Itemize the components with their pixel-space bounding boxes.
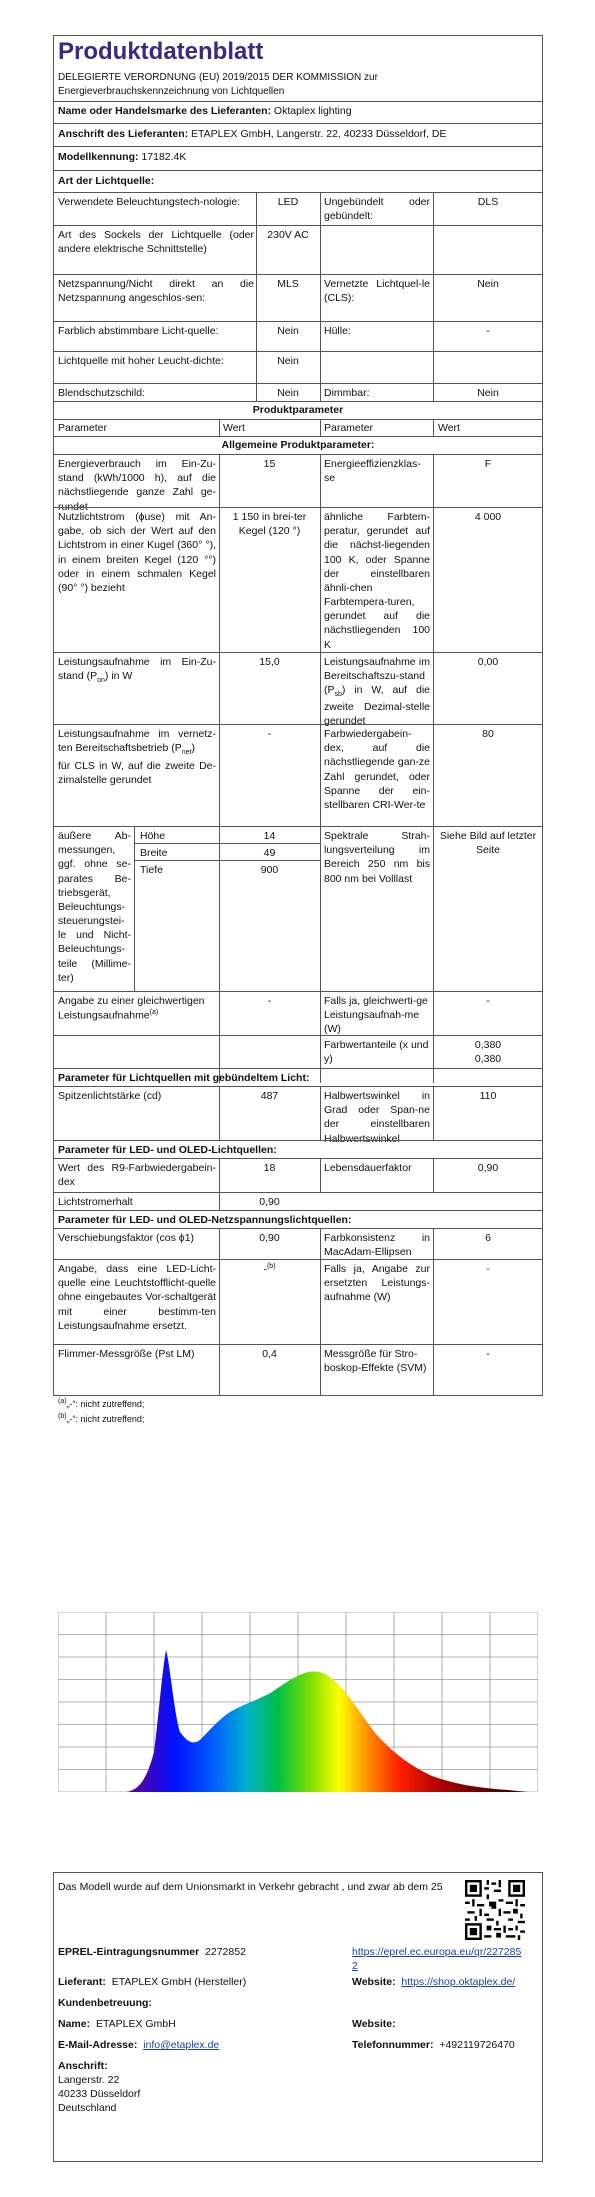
peak-intensity-label: Spitzenlichtstärke (cd) xyxy=(58,1090,162,1102)
cct-label: ähnliche Farbtem-peratur, gerundet auf die nächst-liegenden 100 K, oder Spanne der einstellbaren ähnli-chen Farbtempera-turen, gerundet auf die nächstliegenden 100 K xyxy=(324,511,430,651)
type-row-1-label: Verwendete Beleuchtungstech-nologie: xyxy=(58,196,241,208)
general-params-title: Allgemeine Produktparameter: xyxy=(221,439,375,451)
address-label: Anschrift: xyxy=(58,2060,108,2072)
depth-label: Tiefe xyxy=(140,864,163,876)
eprel-link[interactable]: https://eprel.ec.europa.eu/qr/2272852 xyxy=(352,1946,522,1973)
r9-label: Wert des R9-Farbwiedergabein-dex xyxy=(58,1162,216,1189)
col-header-param-2: Parameter xyxy=(324,422,374,434)
care-name-row: Name: ETAPLEX GmbH xyxy=(58,2018,176,2030)
spectrum-curve xyxy=(126,1650,528,1792)
type-row-4-label2: Hülle: xyxy=(324,325,351,337)
type-row-4-label: Farblich abstimmbare Licht-quelle: xyxy=(58,325,219,337)
macadam-label: Farbkonsistenz in MacAdam-Ellipsen xyxy=(324,1232,430,1259)
chromaticity-label: Farbwertanteile (x und y) xyxy=(324,1039,429,1066)
pon-value: 15,0 xyxy=(259,656,280,668)
pon-label: Leistungsaufnahme im Ein-Zu-stand $(P_{on})$ in W xyxy=(58,656,216,685)
cct-value: 4 000 xyxy=(474,511,502,523)
replacement-label: Angabe, dass eine LED-Licht-quelle eine Leuchtstofflicht-quelle ohne eingebautes Vor-schaltgerät mit einer bestimm-ten Leistungsaufnahme ersetzt. xyxy=(58,1263,216,1332)
type-row-1-value2: DLS xyxy=(477,196,499,208)
height-label: Höhe xyxy=(140,830,166,842)
chromaticity-x: 0,380 xyxy=(474,1039,502,1051)
website-link[interactable]: https://shop.oktaplex.de/ xyxy=(401,1976,516,1988)
footnote-b: $^{(b)}$„-“: nicht zutreffend; xyxy=(58,1413,145,1424)
equiv-label: Angabe zu einer gleichwertigen Leistungsaufnahme$^{(a)}$ xyxy=(58,995,205,1022)
type-row-6-value2: Nein xyxy=(477,387,499,399)
cri-label: Farbwiedergabein-dex, auf die nächstliegende gan-ze Zahl gerundet, oder Spanne der ein-stellbaren CRI-Wer-te xyxy=(324,728,430,811)
type-row-6-label: Blendschutzschild: xyxy=(58,387,145,399)
replacement-value: -$^{(b)}$ xyxy=(263,1263,276,1276)
width-value: 49 xyxy=(263,847,276,859)
equiv-value: - xyxy=(267,995,272,1007)
type-label: Art der Lichtquelle: xyxy=(58,175,155,187)
efficiency-label: Energieeffizienzklas-se xyxy=(324,458,421,485)
eprel-row: EPREL-Eintragungsnummer 2272852 xyxy=(58,1946,246,1958)
dimensions-label: äußere Ab-messungen, ggf. ohne se-parates Be-triebsgerät, Beleuchtungs-steuerungstei-le und Nicht-Beleuchtungs-teile (Millime-ter) xyxy=(58,830,131,984)
cos-phi-label: Verschiebungsfaktor (cos ϕ1) xyxy=(58,1232,195,1244)
pnet-value: - xyxy=(267,728,272,740)
energy-value: 15 xyxy=(263,458,276,470)
type-row-6-value: Nein xyxy=(277,387,299,399)
chromaticity-y: 0,380 xyxy=(474,1053,502,1065)
flux-value: 1 150 in brei-ter Kegel (120 °) xyxy=(232,511,307,538)
led-title: Parameter für LED- und OLED-Lichtquellen: xyxy=(58,1144,277,1156)
type-row-5-value: Nein xyxy=(277,355,299,367)
type-row-1-label2: Ungebündelt oder gebündelt: xyxy=(324,196,430,223)
type-row-6-label2: Dimmbar: xyxy=(324,387,370,399)
depth-value: 900 xyxy=(260,864,279,876)
type-row-3-value2: Nein xyxy=(477,278,499,290)
model-id: 17182.4K xyxy=(141,151,187,163)
type-row-4-value2: - xyxy=(486,325,490,337)
type-row-3-label2: Vernetzte Lichtquel-le (CLS): xyxy=(324,278,430,305)
regulation-text: DELEGIERTE VERORDNUNG (EU) 2019/2015 DER KOMMISSION zur Energieverbrauchskennzeichnung von Lichtquellen xyxy=(58,72,378,97)
directional-title: Parameter für Lichtquellen mit gebündeltem Licht: xyxy=(58,1072,310,1084)
width-label: Breite xyxy=(140,847,168,859)
col-header-value-2: Wert xyxy=(438,422,460,434)
type-row-1-value: LED xyxy=(277,196,299,208)
spd-label: Spektrale Strah-lungsverteilung im Bereich 250 nm bis 800 nm bei Volllast xyxy=(324,830,430,885)
type-row-4-value: Nein xyxy=(277,325,299,337)
lifetime-factor-value: 0,90 xyxy=(477,1162,499,1174)
col-header-value: Wert xyxy=(223,422,245,434)
lumen-maintenance-label: Lichtstromerhalt xyxy=(58,1196,133,1208)
customer-care-label: Kundenbetreuung: xyxy=(58,1997,152,2009)
type-row-3-label: Netzspannung/Nicht direkt an die Netzspannung angeschlos-sen: xyxy=(58,278,254,305)
email-link[interactable]: info@etaplex.de xyxy=(143,2039,220,2051)
address-line-3: Deutschland xyxy=(58,2102,117,2114)
mls-title: Parameter für LED- und OLED-Netzspannungslichtquellen: xyxy=(58,1214,352,1226)
efficiency-value: F xyxy=(484,458,492,470)
market-text: Das Modell wurde auf dem Unionsmarkt in Verkehr gebracht , und zwar ab dem 25 xyxy=(58,1881,443,1893)
lifetime-factor-label: Lebensdauerfaktor xyxy=(324,1162,412,1174)
replacement-if-value: - xyxy=(486,1263,490,1275)
qr-code-icon[interactable] xyxy=(465,1878,525,1942)
r9-value: 18 xyxy=(263,1162,276,1174)
supplier-row: Lieferant: ETAPLEX GmbH (Hersteller) xyxy=(58,1976,247,1988)
type-row-2-label: Art des Sockels der Lichtquelle (oder andere elektrische Schnittstelle) xyxy=(58,229,254,256)
spectral-distribution-chart xyxy=(58,1612,538,1792)
psb-label: Leistungsaufnahme im Bereitschaftszu-stand $(P_{sb})$ in W, auf die zweite Dezimal-stelle gerundet xyxy=(324,656,430,728)
type-row-5-label: Lichtquelle mit hoher Leucht-dichte: xyxy=(58,355,224,367)
svm-value: - xyxy=(486,1348,490,1360)
page-title: Produktdatenblatt xyxy=(58,38,264,65)
height-value: 14 xyxy=(263,830,276,842)
macadam-value: 6 xyxy=(485,1232,491,1244)
cri-value: 80 xyxy=(482,728,494,740)
address-line-1: Langerstr. 22 xyxy=(58,2074,120,2086)
equiv-ifyes-label: Falls ja, gleichwerti-ge Leistungsaufnah-me (W) xyxy=(324,995,428,1036)
flux-label: Nutzlichtstrom (ɸuse) mit An-gabe, ob sich der Wert auf den Lichtstrom in einer Kugel (360° °), in einem breiten Kegel (120 °°) oder in einem schmalen Kegel (90° °) bezieht xyxy=(58,511,216,594)
supplier-name: Oktaplex lighting xyxy=(273,105,352,117)
pnet-label-2: für CLS in W, auf die zweite De-zimalstelle gerundet xyxy=(58,760,216,787)
col-header-param: Parameter xyxy=(58,422,108,434)
email-row: E-Mail-Adresse: info@etaplex.de xyxy=(58,2039,220,2051)
type-row-2-value: 230V AC xyxy=(267,229,309,241)
model-label: Modellkennung: xyxy=(58,151,139,163)
lumen-maintenance-value: 0,90 xyxy=(259,1196,280,1208)
spd-value: Siehe Bild auf letzter Seite xyxy=(439,830,537,857)
peak-intensity-value: 487 xyxy=(260,1090,279,1102)
svm-label: Messgröße für Stro-boskop-Effekte (SVM) xyxy=(324,1348,427,1375)
replacement-if-label: Falls ja, Angabe zur ersetzten Leistungs-aufnahme (W) xyxy=(324,1263,430,1304)
psb-value: 0,00 xyxy=(477,656,499,668)
type-row-3-value: MLS xyxy=(277,278,299,290)
pnet-label: Leistungsaufnahme im vernetz-ten Bereitschaftsbetrieb $(P_{net})$ xyxy=(58,728,216,757)
flicker-label: Flimmer-Messgröße (Pst LM) xyxy=(58,1348,195,1360)
address-line-2: 40233 Düsseldorf xyxy=(58,2088,141,2100)
supplier-address-label: Anschrift des Lieferanten: xyxy=(58,128,189,140)
website-row: Website: https://shop.oktaplex.de/ xyxy=(352,1976,516,1988)
beam-angle-label: Halbwertswinkel in Grad oder Span-ne der einstellbaren Halbwertswinkel xyxy=(324,1090,430,1145)
cos-phi-value: 0,90 xyxy=(259,1232,280,1244)
equiv-ifyes-value: - xyxy=(486,995,490,1007)
care-website-label: Website: xyxy=(352,2018,396,2030)
phone-row: Telefonnummer: +492119726470 xyxy=(352,2039,515,2051)
footnote-a: $^{(a)}$„-“: nicht zutreffend; xyxy=(58,1398,145,1409)
supplier-name-label: Name oder Handelsmarke des Lieferanten: xyxy=(58,105,271,117)
params-section-title: Produktparameter xyxy=(252,404,344,416)
beam-angle-value: 110 xyxy=(479,1090,497,1102)
energy-label: Energieverbrauch im Ein-Zu-stand (kWh/1000 h), auf die nächstliegende ganze Zahl ge-rundet xyxy=(58,458,216,513)
flicker-value: 0,4 xyxy=(262,1348,277,1360)
supplier-address: ETAPLEX GmbH, Langerstr. 22, 40233 Düsseldorf, DE xyxy=(191,128,447,140)
